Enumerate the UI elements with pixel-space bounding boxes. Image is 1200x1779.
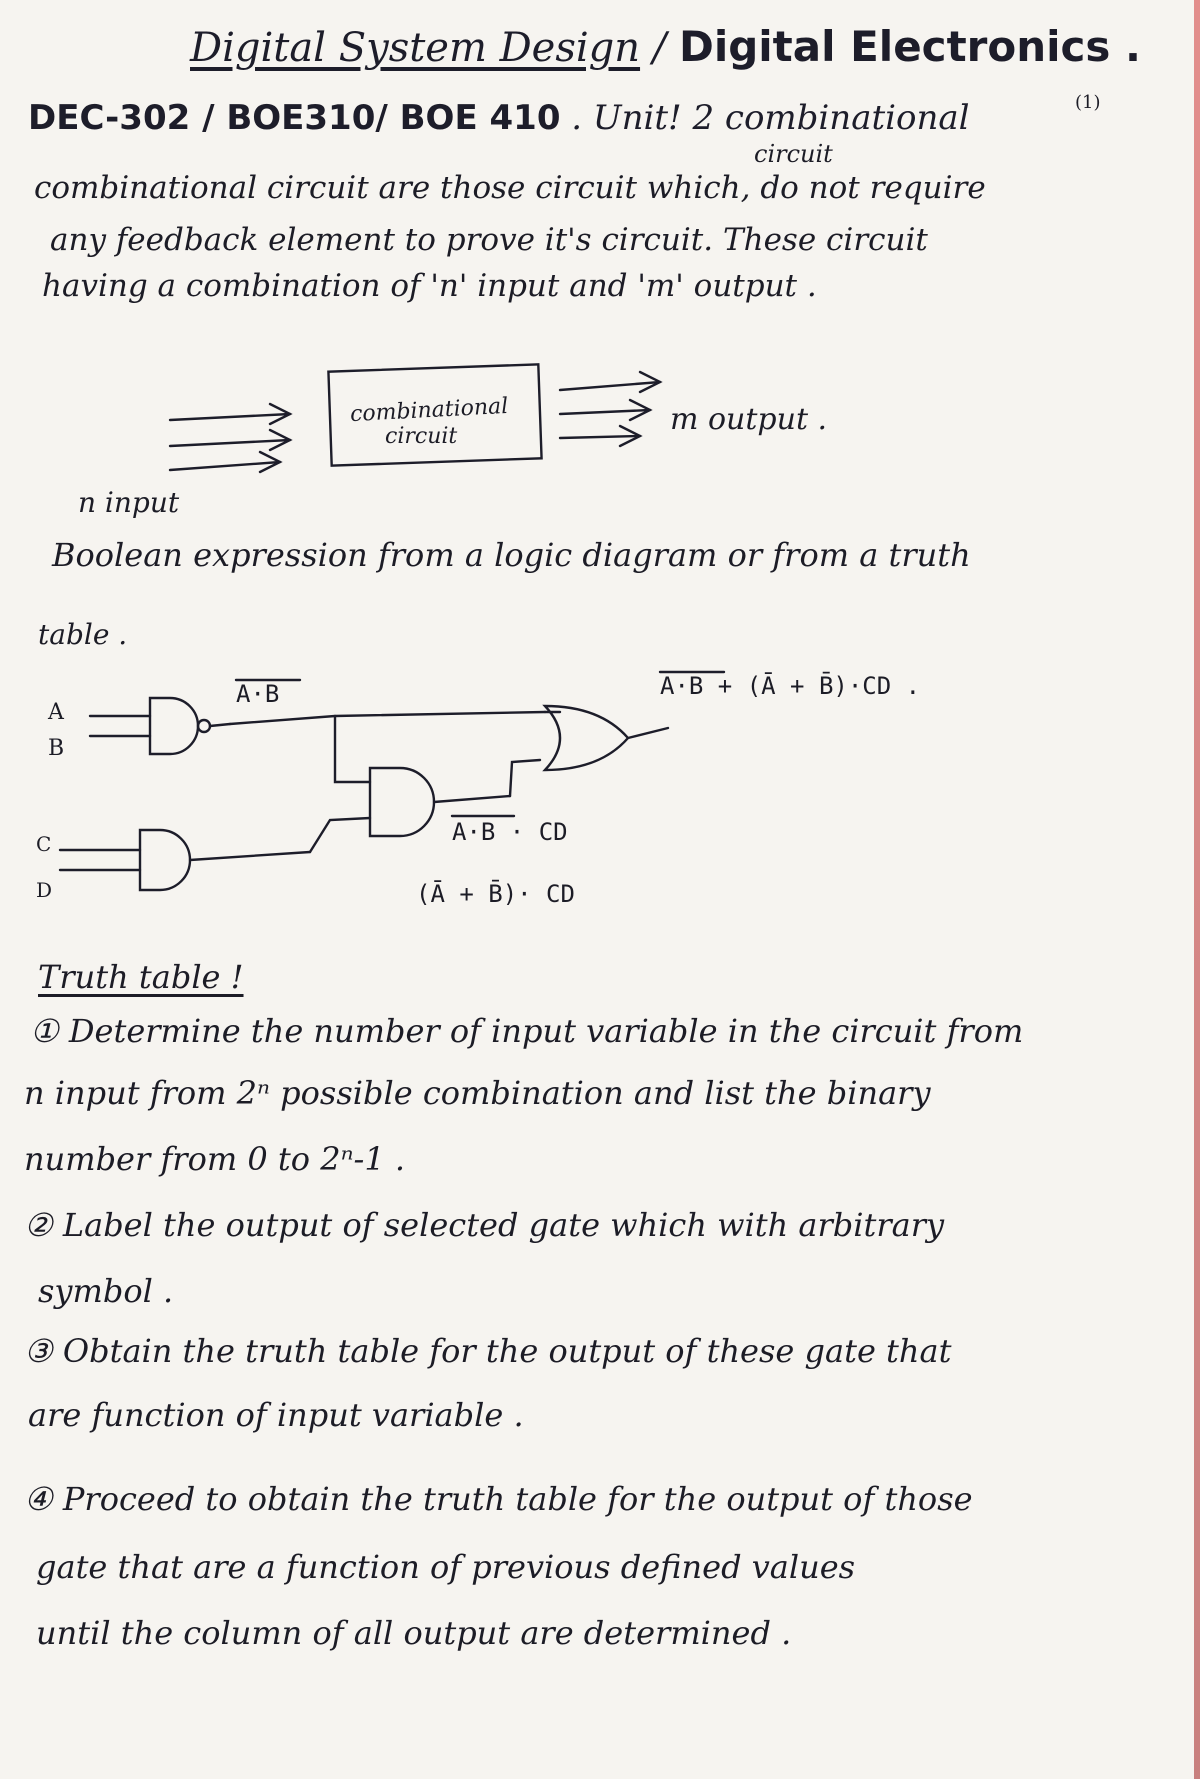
and-output-simplified: (Ā + B̄)· CD [416,880,575,908]
page-number-mark: (1) [1075,92,1101,113]
and-output-expression: A·B · CD [452,818,568,846]
intro-line-2: any feedback element to prove it's circuit. These circuit [50,222,928,258]
input-b-label: B [48,736,65,761]
input-a-label: A [48,700,64,725]
step-4-line-3: until the column of all output are determined . [36,1614,792,1652]
output-arrows [560,372,660,446]
input-arrows [170,404,290,472]
step-1-line-1: ① Determine the number of input variable in the circuit from [30,1012,1024,1050]
step-1-line-3: number from 0 to 2ⁿ-1 . [24,1140,406,1178]
nand-gate [90,698,230,754]
step-1-line-2: n input from 2ⁿ possible combination and list the binary [24,1074,931,1112]
and-gate-cd [60,818,370,890]
nand-to-or-wire [230,712,545,724]
truth-table-heading: Truth table ! [38,958,244,996]
boolean-line-2: table . [38,618,128,651]
input-label: n input [78,486,180,519]
unit-label: . Unit! 2 combinational [571,98,970,138]
step-2-line-1: ② Label the output of selected gate which with arbitrary [24,1206,945,1244]
step-3-line-2: are function of input variable . [28,1396,524,1434]
boolean-line-1: Boolean expression from a logic diagram or from a truth [52,536,971,574]
box-label-2: circuit [385,424,458,449]
step-4-line-1: ④ Proceed to obtain the truth table for the output of those [24,1480,973,1518]
step-3-line-1: ③ Obtain the truth table for the output of these gate that [24,1332,952,1370]
title-separator: / [640,25,679,71]
final-output-expression: A·B + (Ā + B̄)·CD . [660,672,921,700]
box-label-1: combinational [349,393,509,428]
or-gate [545,706,668,770]
title-bold: Digital Electronics . [678,22,1141,71]
step-2-line-2: symbol . [38,1272,174,1310]
course-codes: DEC-302 / BOE310/ BOE 410 [28,98,561,138]
input-d-label: D [36,878,53,902]
input-c-label: C [36,832,52,856]
intro-line-3: having a combination of 'n' input and 'm' output . [42,268,817,304]
inserted-word: circuit [754,140,833,168]
nand-to-and-wire [335,716,370,782]
title-script: Digital System Design [190,25,641,71]
step-4-line-2: gate that are a function of previous defined values [36,1548,856,1586]
intro-line-1: combinational circuit are those circuit which, do not require [34,170,986,206]
output-label: m output . [670,402,828,437]
nand-output-label: A·B [236,680,280,708]
page-edge [1194,0,1200,1779]
